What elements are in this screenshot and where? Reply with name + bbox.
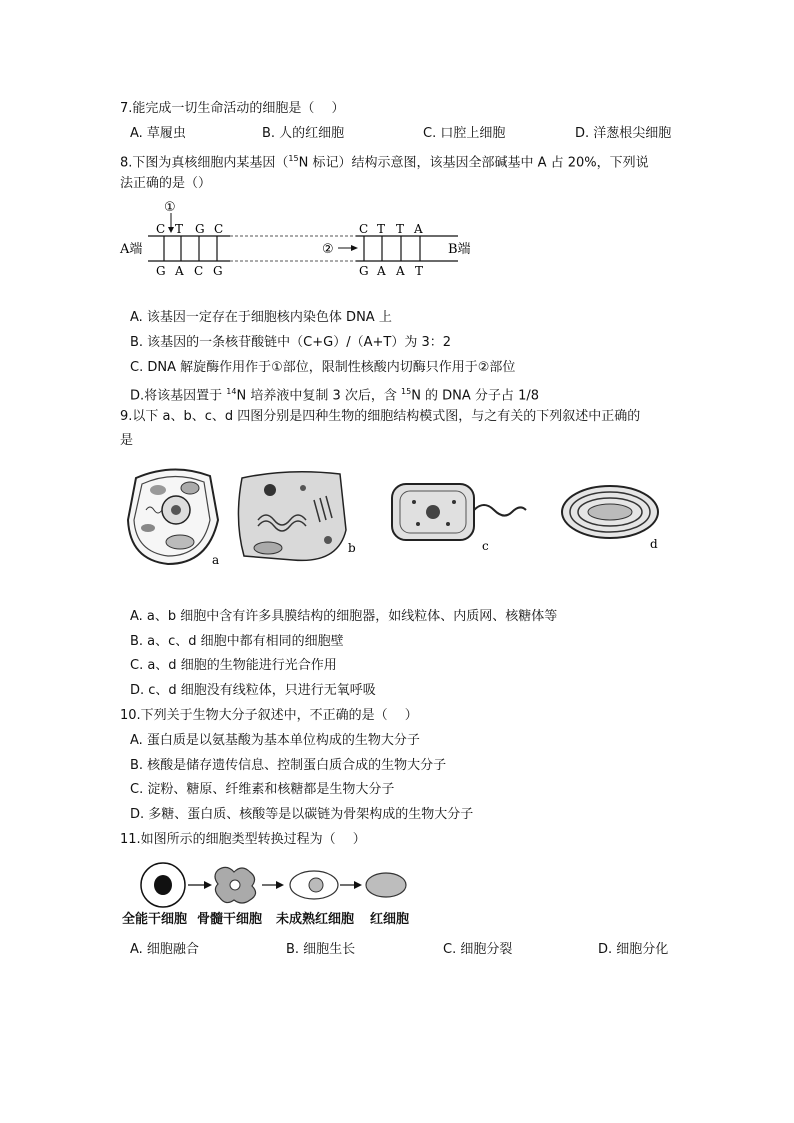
q10-option-a: A. 蛋白质是以氨基酸为基本单位构成的生物大分子 (130, 733, 420, 748)
cell-label-a: a (212, 553, 220, 567)
cell-label-b: b (348, 541, 356, 555)
q9-option-a: A. a、b 细胞中含有许多具膜结构的细胞器，如线粒体、内质网、核糖体等 (130, 609, 558, 624)
red-blood-cell-icon (366, 873, 406, 897)
q8-option-c: C. DNA 解旋酶作用作于①部位，限制性核酸内切酶只作用于②部位 (130, 360, 516, 375)
base-bottom-left-2: A (175, 264, 184, 278)
base-top-left-3: G (195, 222, 205, 236)
cyanobacterium-cell-d (562, 486, 658, 551)
arrow-2 (262, 881, 284, 889)
base-bottom-right-1: G (359, 264, 369, 278)
cell-models-figure (118, 460, 678, 575)
q9-option-c: C. a、d 细胞的生物能进行光合作用 (130, 658, 337, 673)
base-bottom-right-4: T (415, 264, 424, 278)
q8-stem-line2: 法正确的是（） (120, 176, 212, 191)
dna-b-end-label: B端 (448, 242, 471, 257)
q11-option-d: D. 细胞分化 (598, 942, 669, 957)
bone-marrow-stem-cell-icon (215, 867, 256, 903)
base-bottom-right-2: A (377, 264, 386, 278)
immature-red-blood-cell-icon (290, 871, 338, 899)
cell-label-d: d (650, 537, 658, 551)
base-bottom-left-1: G (156, 264, 166, 278)
q11-option-b: B. 细胞生长 (286, 942, 356, 957)
label-red-blood-cell: 红细胞 (370, 912, 410, 927)
arrow-3 (340, 881, 362, 889)
q8-stem-line1: 8.下图为真核细胞内某基因（$^{15}$N 标记）结构示意图，该基因全部碱基中 A 占 20%，下列说 (120, 154, 649, 171)
q8-option-a: A. 该基因一定存在于细胞核内染色体 DNA 上 (130, 310, 392, 325)
dna-gene-diagram (118, 195, 488, 280)
base-top-left-2: T (175, 222, 184, 236)
marker-2: ② (322, 242, 334, 257)
dna-a-end-label: A端 (120, 242, 143, 257)
q7-option-b: B. 人的红细胞 (262, 126, 345, 141)
totipotent-stem-cell-icon (141, 863, 185, 907)
base-top-right-3: T (396, 222, 405, 236)
base-bottom-left-4: G (213, 264, 223, 278)
q8-option-d: D.将该基因置于 $^{14}$N 培养液中复制 3 次后，含 $^{15}$N 的 DNA 分子占 1/8 (130, 387, 539, 404)
q11-option-a: A. 细胞融合 (130, 942, 199, 957)
q9-option-b: B. a、c、d 细胞中都有相同的细胞壁 (130, 634, 344, 649)
q10-option-b: B. 核酸是储存遗传信息、控制蛋白质合成的生物大分子 (130, 758, 447, 773)
bacterium-cell-c (392, 484, 526, 553)
base-bottom-left-3: C (194, 264, 204, 278)
base-top-left-1: C (156, 222, 166, 236)
q7-option-a: A. 草履虫 (130, 126, 186, 141)
q10-option-d: D. 多糖、蛋白质、核酸等是以碳链为骨架构成的生物大分子 (130, 807, 474, 822)
q8-option-b: B. 该基因的一条核苷酸链中（C+G）/（A+T）为 3：2 (130, 335, 452, 350)
q7-option-d: D. 洋葱根尖细胞 (575, 126, 672, 141)
label-immature-red-blood-cell: 未成熟红细胞 (276, 912, 355, 927)
cell-differentiation-diagram (130, 860, 420, 910)
q9-stem-line1: 9.以下 a、b、c、d 四图分别是四种生物的细胞结构模式图，与之有关的下列叙述中正确的 (120, 409, 641, 424)
label-bone-marrow-stem-cell: 骨髓干细胞 (197, 912, 263, 927)
base-top-right-4: A (414, 222, 423, 236)
q9-stem-line2: 是 (120, 433, 134, 448)
q10-stem: 10.下列关于生物大分子叙述中，不正确的是（ ） (120, 708, 418, 723)
label-totipotent-stem-cell: 全能干细胞 (122, 912, 188, 927)
q9-option-d: D. c、d 细胞没有线粒体，只进行无氧呼吸 (130, 683, 376, 698)
q7-option-c: C. 口腔上细胞 (423, 126, 506, 141)
q10-option-c: C. 淀粉、糖原、纤维素和核糖都是生物大分子 (130, 782, 395, 797)
q11-stem: 11.如图所示的细胞类型转换过程为（ ） (120, 832, 366, 847)
plant-cell-a (128, 469, 219, 567)
animal-cell-b (238, 472, 356, 561)
cell-label-c: c (482, 539, 489, 553)
q7-stem: 7.能完成一切生命活动的细胞是（ ） (120, 101, 345, 116)
base-bottom-right-3: A (396, 264, 405, 278)
base-top-left-4: C (214, 222, 224, 236)
arrow-1 (188, 881, 212, 889)
base-top-right-2: T (377, 222, 386, 236)
base-top-right-1: C (359, 222, 369, 236)
marker-1: ① (164, 200, 176, 215)
q11-option-c: C. 细胞分裂 (443, 942, 513, 957)
